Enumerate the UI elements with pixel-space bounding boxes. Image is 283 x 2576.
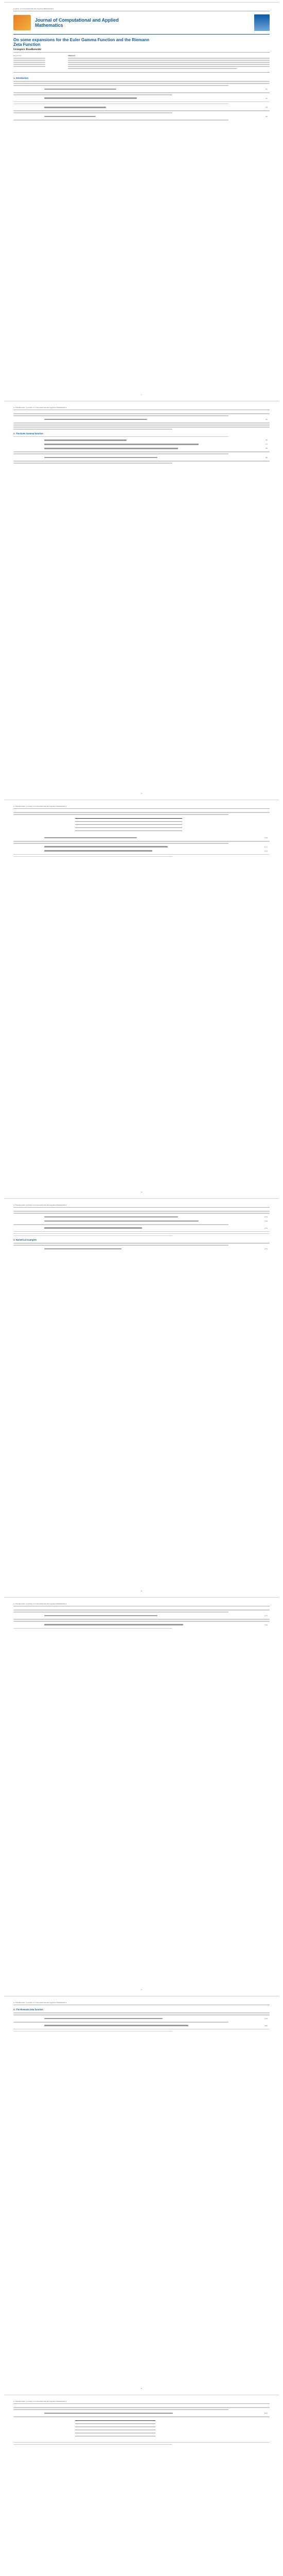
table xyxy=(75,2420,155,2439)
paper-title xyxy=(13,38,270,47)
equation: (19) xyxy=(44,2018,270,2020)
running-head-text: G. Rzadkowski / Journal of Computational and Applied Mathematics xyxy=(13,406,67,409)
text-line xyxy=(13,425,270,426)
running-head xyxy=(13,2002,270,2005)
text-line xyxy=(13,2014,270,2015)
page-number: 1 xyxy=(141,394,142,396)
keywords-heading: Keywords: xyxy=(13,55,22,57)
page-number: 2 xyxy=(141,792,142,794)
running-head xyxy=(13,1603,270,1606)
section-heading: 4. The Riemann zeta function xyxy=(13,2008,43,2011)
page-number: 6 xyxy=(141,2387,142,2389)
text-line xyxy=(13,1243,270,1244)
text-line xyxy=(13,64,45,65)
equation: (18) xyxy=(44,1624,270,1626)
equation: (9) xyxy=(44,456,270,459)
text-line xyxy=(68,68,237,69)
text-line xyxy=(13,94,172,95)
page-3 xyxy=(4,800,279,1197)
text-line xyxy=(13,83,270,84)
text-line xyxy=(13,436,228,437)
text-line xyxy=(68,60,270,61)
text-line xyxy=(13,1235,172,1236)
text-line xyxy=(13,2442,270,2443)
equation: (11) xyxy=(44,846,270,848)
text-line xyxy=(13,2029,270,2030)
running-head xyxy=(13,2400,270,2404)
page-number: 3 xyxy=(141,1191,142,1193)
text-line xyxy=(68,64,270,65)
page-4 xyxy=(4,1198,279,1596)
equation: (20) xyxy=(44,2025,270,2027)
equation: (13) xyxy=(44,1216,270,1218)
running-head-text: G. Rzadkowski / Journal of Computational and Applied Mathematics xyxy=(13,805,67,807)
text-line xyxy=(68,66,270,67)
running-head-text: G. Rzadkowski / Journal of Computational and Applied Mathematics xyxy=(13,2002,67,2004)
text-line xyxy=(13,81,270,82)
running-head-text: G. Rzadkowski / Journal of Computational and Applied Mathematics xyxy=(13,2400,67,2402)
text-line xyxy=(13,841,270,842)
publisher-logo xyxy=(13,15,31,30)
text-line xyxy=(13,58,45,59)
text-line xyxy=(13,2031,172,2032)
equation: (2) xyxy=(44,97,270,99)
section-heading: 1. Introduction xyxy=(13,77,29,80)
text-line xyxy=(13,66,45,67)
text-line xyxy=(13,101,270,103)
text-line xyxy=(13,429,172,430)
page-number: 4 xyxy=(141,1590,142,1592)
text-line xyxy=(13,463,172,464)
text-line xyxy=(13,812,270,813)
journal-name-line2: Mathematics xyxy=(35,23,63,28)
equation: (17) xyxy=(44,1615,270,1617)
equation: (15) xyxy=(44,1227,270,1229)
text-line xyxy=(13,453,228,454)
text-line xyxy=(68,58,270,59)
text-line xyxy=(13,92,270,93)
text-line xyxy=(13,120,228,121)
journal-title-box xyxy=(35,18,250,28)
page-7 xyxy=(4,2395,279,2576)
text-line xyxy=(13,1628,172,1629)
table xyxy=(75,818,182,834)
running-head-text: Journal of Computational and Applied Mathematics xyxy=(13,8,54,10)
running-head xyxy=(13,805,270,809)
paper-title-line1: On some expansions for the Euler Gamma Function and the Riemann xyxy=(13,38,150,42)
text-line xyxy=(13,2409,228,2410)
abstract xyxy=(68,55,270,70)
page-1 xyxy=(4,2,279,400)
text-line xyxy=(13,427,270,428)
running-head xyxy=(13,1204,270,1208)
running-head-text: G. Rzadkowski / Journal of Computational and Applied Mathematics xyxy=(13,1603,67,1605)
text-line xyxy=(13,856,172,857)
equation: (12) xyxy=(44,850,270,852)
equation: (4) xyxy=(44,115,270,117)
abstract-block xyxy=(13,52,270,73)
page-6 xyxy=(4,1996,279,2394)
equation: (7) xyxy=(44,443,270,445)
text-line xyxy=(68,62,270,63)
equation: (14) xyxy=(44,1220,270,1222)
equation: (6) xyxy=(44,439,270,441)
text-line xyxy=(13,1224,228,1225)
section-heading: 3. Numerical examples xyxy=(13,1239,37,1242)
text-line xyxy=(13,413,270,414)
text-line xyxy=(13,1609,270,1611)
journal-header xyxy=(13,14,270,35)
paper-title-line2: Zeta Function xyxy=(13,42,41,47)
text-line xyxy=(13,1619,270,1620)
equation: (21) xyxy=(44,2412,270,2414)
abstract-heading: Abstract xyxy=(68,55,76,57)
text-line xyxy=(13,843,228,844)
text-line xyxy=(13,110,270,111)
text-line xyxy=(13,415,228,416)
text-line xyxy=(13,1621,270,1622)
text-line xyxy=(13,2416,270,2417)
text-line xyxy=(13,1211,270,1212)
article-info xyxy=(13,55,65,70)
text-line xyxy=(13,2022,228,2023)
text-line xyxy=(13,854,270,855)
text-line xyxy=(13,1213,270,1214)
text-line xyxy=(13,451,270,452)
equation: (3) xyxy=(44,106,270,108)
text-line xyxy=(13,461,270,462)
text-line xyxy=(13,2407,270,2408)
text-line xyxy=(13,112,172,113)
text-line xyxy=(13,422,270,423)
text-line xyxy=(13,104,228,105)
equation: (1) xyxy=(44,88,270,90)
author: Grzegorz Rzadkowski xyxy=(13,48,41,51)
text-line xyxy=(13,1231,270,1232)
page-number: 5 xyxy=(141,1989,142,1991)
equation: (16) xyxy=(44,1248,270,1250)
text-line xyxy=(13,2012,270,2013)
journal-cover-image xyxy=(254,14,270,31)
journal-name-line1: Journal of Computational and Applied xyxy=(35,18,119,23)
section-heading: 2. The Euler Gamma function xyxy=(13,432,43,435)
page-2 xyxy=(4,401,279,799)
equation: (5) xyxy=(44,418,270,420)
text-line xyxy=(13,1233,270,1234)
text-line xyxy=(13,814,228,815)
text-line xyxy=(13,1612,228,1613)
page-5 xyxy=(4,1597,279,1995)
running-head xyxy=(13,8,270,11)
text-line xyxy=(13,62,45,63)
running-head-text: G. Rzadkowski / Journal of Computational and Applied Mathematics xyxy=(13,1204,67,1206)
equation: (10) xyxy=(44,837,270,839)
text-line xyxy=(13,1245,228,1246)
text-line xyxy=(13,85,228,86)
text-line xyxy=(13,60,45,61)
running-head xyxy=(13,406,270,410)
text-line xyxy=(13,2444,172,2445)
equation: (8) xyxy=(44,447,270,449)
